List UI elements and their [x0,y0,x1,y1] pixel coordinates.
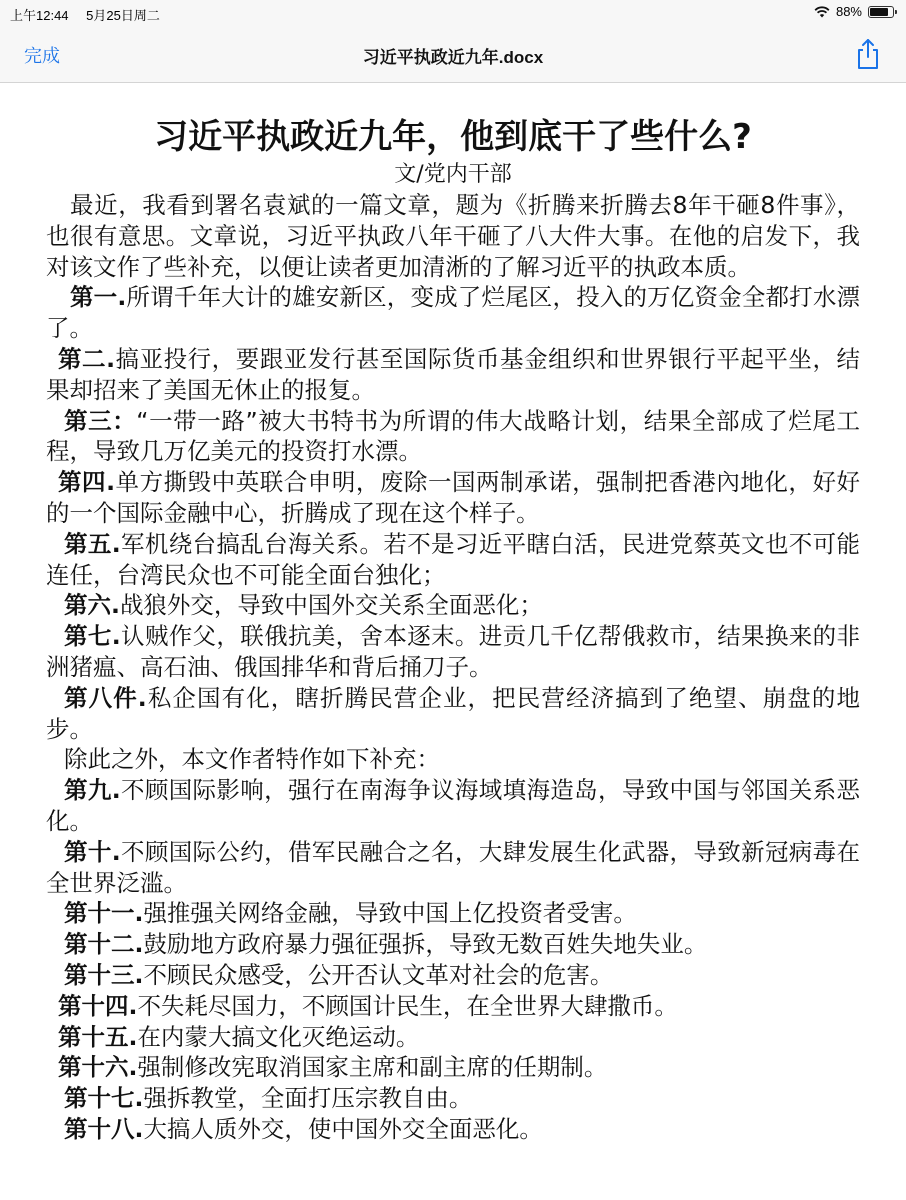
list-item-label: 第十二. [64,930,144,959]
list-item-label: 第十七. [64,1084,144,1113]
list-item-label: 第十. [64,837,121,866]
list-item-text: 认贼作父，联俄抗美，舍本逐末。进贡几千亿帮俄救市，结果换来的非洲猪瘟、高石油、俄国排华和背后捅刀子。 [46,622,861,681]
list-item [46,991,860,1022]
list-item-text: 强推强关网络金融，导致中国上亿投资者受害。 [143,899,637,928]
battery-icon [868,6,894,18]
list-item-label: 第四. [58,468,115,497]
list-item [46,683,860,745]
status-bar [0,0,906,26]
list-item-label: 第三： [64,406,137,435]
list-item-text: 军机绕台搞乱台海关系。若不是习近平瞎白活，民进党蔡英文也不可能连任，台湾民众也不可能全面台独化； [46,529,861,589]
list-main [46,282,860,744]
list-item-text: 在内蒙大搞文化灭绝运动。 [137,1022,420,1051]
list-item-text: 单方撕毁中英联合申明，废除一国两制承诺，强制把香港內地化，好好的一个国际金融中心，折腾成了现在这个样子。 [46,468,860,527]
list-item-label: 第七. [64,622,121,651]
document-title: 习近平执政近九年.docx [362,48,544,67]
list-item-label: 第十四. [58,991,138,1020]
status-left [10,5,174,24]
list-item-text: “一带一路”被大书特书为所谓的伟大战略计划，结果全部成了烂尾工程，导致几万亿美元的投资打水漂。 [46,406,861,466]
article-title: 习近平执政近九年，他到底干了些什么? [154,117,752,157]
list-item-text: 战狼外交，导致中国外交关系全面恶化； [119,591,543,620]
list-item [46,775,860,837]
list-item-text: 不顾国际影响，强行在南海争议海域填海造岛，导致中国与邻国关系恶化。 [46,776,861,835]
list-item-label: 第十五. [58,1022,138,1051]
list-item [46,344,860,406]
bridge-paragraph: 除此之外，本文作者特作如下补充： [64,745,440,774]
list-item-text: 不顾国际公约，借军民融合之名，大肆发展生化武器，导致新冠病毒在全世界泛滥。 [46,837,861,897]
list-item-text: 大搞人质外交，使中国外交全面恶化。 [143,1114,543,1143]
document-body [46,112,860,1145]
article-author: 文/党内干部 [394,162,512,187]
status-right [814,4,894,19]
list-item-text: 搞亚投行，要跟亚发行甚至国际货币基金组织和世界银行平起平坐，结果却招来了美国无休止的报复。 [46,344,860,404]
list-item [46,467,860,529]
list-item [46,282,860,344]
status-time: 上午12:44 [10,8,69,23]
list-item-label: 第十六. [58,1053,138,1082]
list-item [46,1083,860,1114]
list-item [46,406,860,468]
list-item-text: 所谓千年大计的雄安新区，变成了烂尾区，投入的万亿资金全都打水漂了。 [46,283,860,343]
nav-bar [0,26,906,83]
list-item-label: 第一. [70,283,127,312]
list-item-text: 鼓励地方政府暴力强征强拆，导致无数百姓失地失业。 [143,930,708,959]
list-item [46,590,860,621]
status-date: 5月25日周二 [86,8,160,23]
list-item [46,1022,860,1053]
list-item-label: 第六. [64,591,120,620]
battery-fill [870,8,888,16]
list-item-label: 第十三. [64,960,144,989]
list-item-label: 第五. [64,529,121,558]
list-item-label: 第八件. [64,683,147,712]
share-icon[interactable] [854,38,882,70]
list-item [46,1114,860,1145]
list-item-label: 第九. [64,776,121,805]
list-item-label: 第十八. [64,1114,144,1143]
intro-paragraph: 最近，我看到署名袁斌的一篇文章，题为《折腾来折腾去8年干砸8件事》，也很有意思。文章说，习近平执政八年干砸了八大件大事。在他的启发下，我对该文作了些补充，以便让读者更加清淅的了解习近平的执政本质。 [46,191,860,281]
list-item-text: 不失耗尽国力，不顾国计民生，在全世界大肆撒币。 [137,991,678,1020]
list-item-text: 强制修改宪取消国家主席和副主席的任期制。 [137,1053,608,1082]
list-item [46,621,860,683]
battery-percent: 88% [835,4,862,19]
list-item [46,529,860,591]
list-item-label: 第二. [58,344,115,373]
list-item [46,837,860,899]
done-button[interactable]: 完成 [24,46,60,66]
list-item [46,1052,860,1083]
list-item-label: 第十一. [64,899,144,928]
list-item-text: 私企国有化，瞎折腾民营企业，把民营经济搞到了绝望、崩盘的地步。 [46,683,860,743]
wifi-icon [814,6,830,18]
list-item-text: 不顾民众感受，公开否认文革对社会的危害。 [143,960,614,989]
list-item-text: 强拆教堂，全面打压宗教自由。 [143,1084,473,1113]
list-item [46,960,860,991]
list-item [46,929,860,960]
list-extra [46,775,860,1145]
list-item [46,898,860,929]
